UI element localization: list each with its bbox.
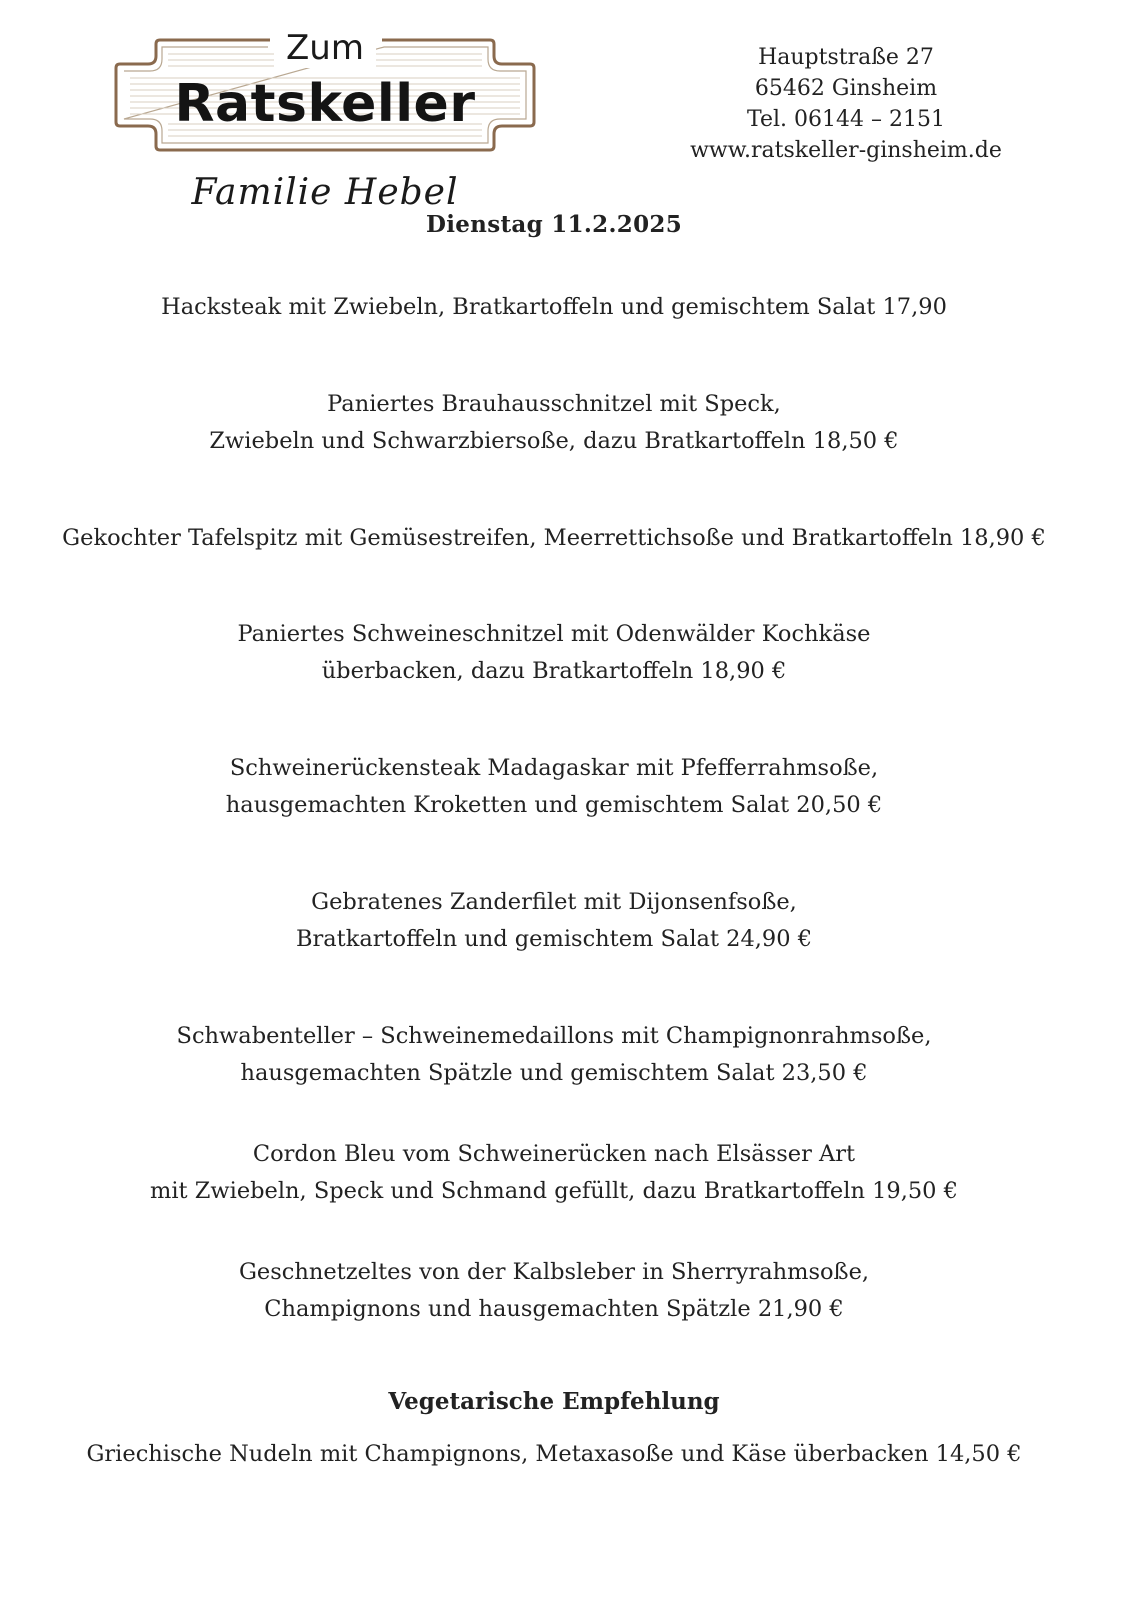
menu-item-line: Gebratenes Zanderfilet mit Dijonsenfsoße,: [311, 889, 797, 915]
menu-item: [0, 1254, 1108, 1328]
address-city: 65462 Ginsheim: [754, 76, 938, 101]
menu-item-line: Zwiebeln und Schwarzbiersoße, dazu Bratkartoffeln 18,50 €: [209, 428, 899, 454]
address-block: [660, 42, 1032, 166]
restaurant-logo: [110, 22, 540, 213]
menu-item-line: Griechische Nudeln mit Champignons, Metaxasoße und Käse überbacken 14,50 €: [86, 1441, 1022, 1467]
logo-family-name: Familie Hebel: [191, 172, 459, 213]
menu-item-line: Hacksteak mit Zwiebeln, Bratkartoffeln und gemischtem Salat 17,90: [161, 294, 947, 320]
menu-item-line: überbacken, dazu Bratkartoffeln 18,90 €: [321, 658, 787, 684]
menu-item-line: hausgemachten Spätzle und gemischtem Salat 23,50 €: [240, 1060, 868, 1086]
menu-item: [0, 386, 1108, 460]
address-website[interactable]: www.ratskeller-ginsheim.de: [690, 138, 1002, 163]
address-street: Hauptstraße 27: [758, 45, 934, 70]
menu-item-line: Bratkartoffeln und gemischtem Salat 24,90 €: [295, 926, 813, 952]
menu-item-line: Geschnetzeltes von der Kalbsleber in Sherryrahmsoße,: [238, 1259, 870, 1285]
menu-item: [0, 884, 1108, 958]
menu-item-line: Schweinerückensteak Madagaskar mit Pfefferrahmsoße,: [229, 755, 879, 781]
menu-date: Dienstag 11.2.2025: [425, 211, 683, 238]
menu-item-line: Cordon Bleu vom Schweinerücken nach Elsässer Art: [252, 1141, 856, 1167]
logo-top-word: Zum: [110, 28, 540, 68]
menu-item: [0, 616, 1108, 690]
menu-item: [0, 1018, 1108, 1092]
menu-item-line: Paniertes Schweineschnitzel mit Odenwälder Kochkäse: [237, 621, 871, 647]
logo-name: Ratskeller: [174, 74, 476, 134]
vegetarian-item: [0, 1436, 1108, 1473]
address-phone: Tel. 06144 – 2151: [747, 107, 945, 132]
menu-item: [0, 750, 1108, 824]
menu-item-line: Paniertes Brauhausschnitzel mit Speck,: [327, 391, 781, 417]
menu-item: [0, 1136, 1108, 1210]
vegetarian-heading: Vegetarische Empfehlung: [388, 1388, 720, 1415]
menu-item-line: Schwabenteller – Schweinemedaillons mit Champignonrahmsoße,: [176, 1023, 932, 1049]
menu-item-line: Champignons und hausgemachten Spätzle 21,90 €: [264, 1296, 844, 1322]
menu-item-line: mit Zwiebeln, Speck und Schmand gefüllt, dazu Bratkartoffeln 19,50 €: [150, 1178, 958, 1204]
menu-item: [0, 520, 1108, 557]
menu-item: [0, 289, 1108, 326]
menu-item-line: Gekochter Tafelspitz mit Gemüsestreifen, Meerrettichsoße und Bratkartoffeln 18,90 €: [62, 525, 1046, 551]
menu-item-line: hausgemachten Kroketten und gemischtem Salat 20,50 €: [225, 792, 883, 818]
